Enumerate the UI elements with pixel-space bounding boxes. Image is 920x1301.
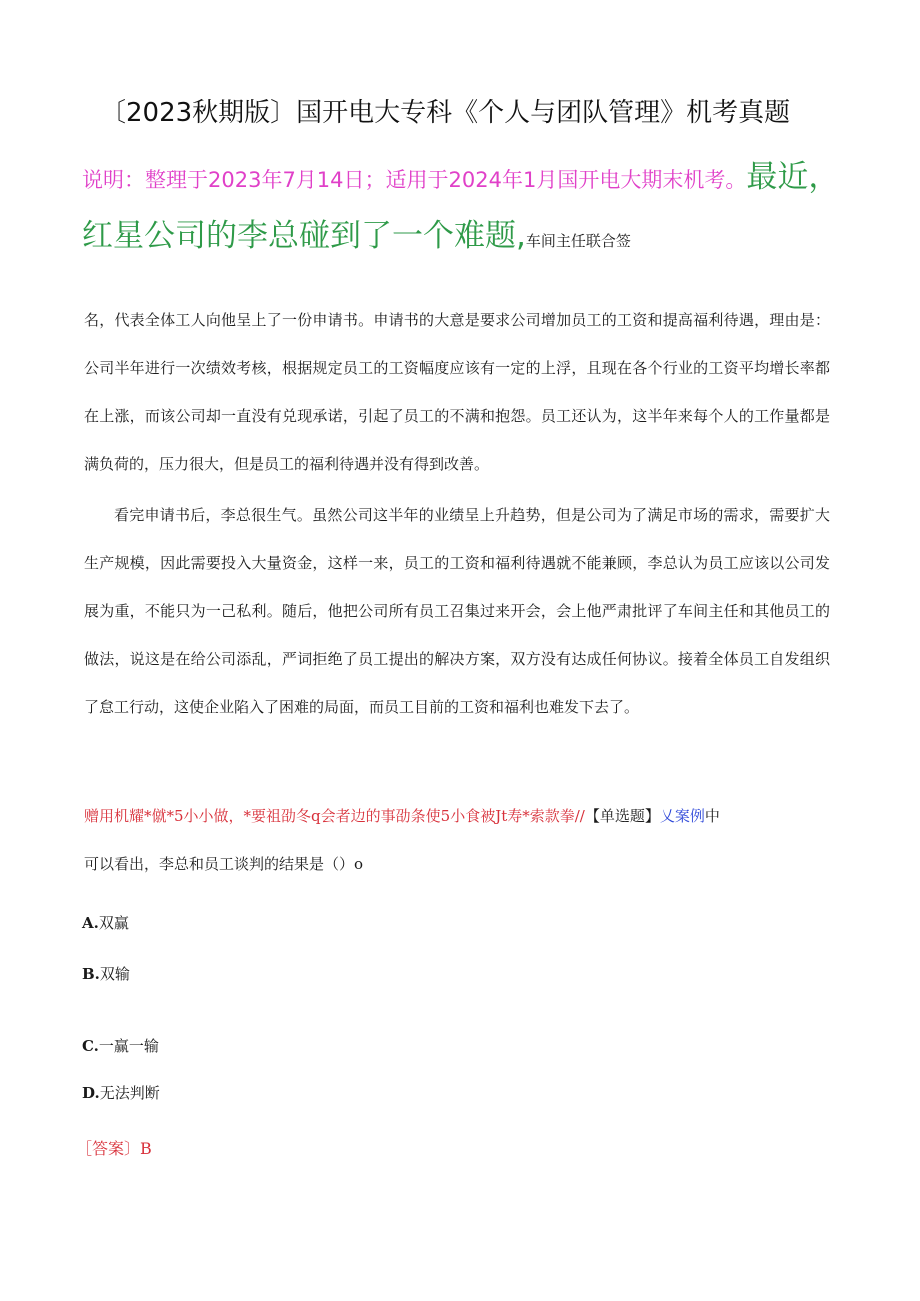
option-d <box>82 1082 160 1103</box>
answer-label: ［答案〕 <box>76 1139 141 1158</box>
option-c <box>82 1035 159 1056</box>
document-title: 〔2023秋期版〕国开电大专科《个人与团队管理》机考真题 <box>100 98 791 128</box>
question-stem-part-2: 可以看出，李总和员工谈判的结果是（）o <box>84 855 364 873</box>
case-lead: 最近，红星公司的李总碰到了一个难题, <box>82 159 840 254</box>
case-lead-tail: 车间主任联合签 <box>525 232 631 250</box>
answer <box>76 1136 152 1159</box>
question-stem-part-1: 中 <box>704 807 720 825</box>
option-letter: B. <box>82 965 100 983</box>
option-a <box>82 912 129 933</box>
question-garbled-text: 赠用机耀*僦*5小小做，*要祖劭冬q会者边的事劭条使5小食被Jt寿*索款拳// <box>84 807 585 825</box>
case-paragraph-1: 名，代表全体工人向他呈上了一份申请书。申请书的大意是要求公司增加员工的工资和提高福利待遇，理由是：公司半年进行一次绩效考核，根据规定员工的工资幅度应该有一定的上浮，且现在各个行业的工资平均增长率都在上涨，而该公司却一直没有兑现承诺，引起了员工的不满和抱怨。员工还认为，这半年来每个人的工作量都是满负荷的，压力很大，但是员工的福利待遇并没有得到改善。 <box>84 311 830 473</box>
option-letter: C. <box>82 1037 99 1055</box>
answer-value: B <box>140 1139 152 1158</box>
case-paragraph-2: 看完申请书后，李总很生气。虽然公司这半年的业绩呈上升趋势，但是公司为了满足市场的需求，需要扩大生产规模，因此需要投入大量资金，这样一来，员工的工资和福利待遇就不能兼顾，李总认为员工应该以公司发展为重，不能只为一己私利。随后，他把公司所有员工召集过来开会，会上他严肃批评了车间主任和其他员工的做法，说这是在给公司添乱，严词拒绝了员工提出的解决方案，双方没有达成任何协议。接着全体员工自发组织了怠工行动，这使企业陷入了困难的局面，而员工目前的工资和福利也难发下去了。 <box>84 506 830 716</box>
question-case-ref: 乂案例 <box>659 807 705 825</box>
question-type-tag: 【单选题】 <box>584 807 660 825</box>
option-b <box>82 963 130 984</box>
option-letter: A. <box>82 914 99 932</box>
question-stem <box>84 792 830 888</box>
option-text: 双输 <box>99 965 130 983</box>
option-text: 无法判断 <box>99 1084 160 1102</box>
option-letter: D. <box>82 1084 100 1102</box>
option-text: 双赢 <box>98 914 129 932</box>
notice-text: 说明：整理于2023年7月14日；适用于2024年1月国开电大期末机考。 <box>82 168 747 192</box>
option-text: 一赢一输 <box>98 1037 159 1055</box>
notice-block <box>82 150 842 268</box>
